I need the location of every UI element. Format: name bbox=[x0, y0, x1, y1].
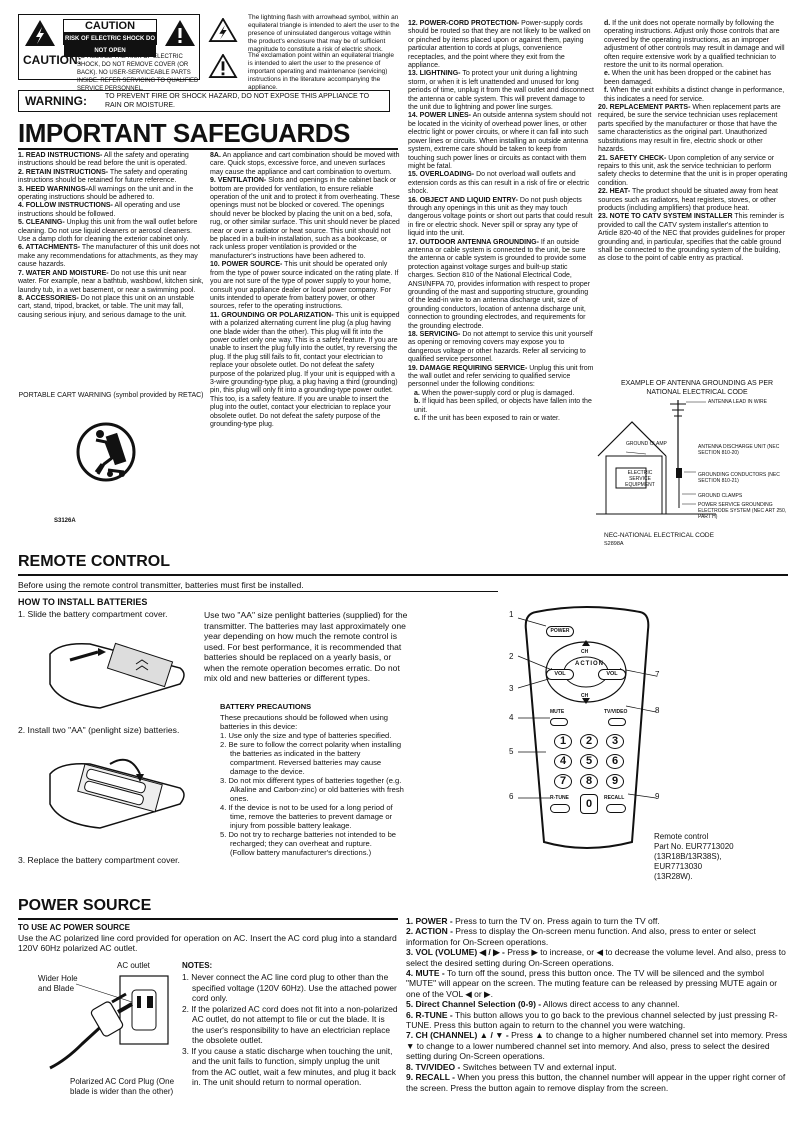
safeguard-item bbox=[598, 87, 788, 104]
battery-cover-illustration bbox=[40, 624, 190, 714]
safeguard-item-heading: 17. OUTDOOR ANTENNA GROUNDING- bbox=[408, 238, 539, 246]
precautions-note: (Follow battery manufacturer's directions.) bbox=[230, 848, 372, 857]
safeguard-item-text: If the unit has been exposed to rain or water. bbox=[419, 415, 560, 423]
precautions-intro: These precautions should be followed when using batteries in this device: bbox=[220, 713, 389, 731]
callout-4: 4 bbox=[509, 713, 514, 722]
digit-button-4[interactable]: 4 bbox=[554, 754, 572, 769]
function-item-heading: 7. CH (CHANNEL) ▲ / ▼ - bbox=[406, 1030, 509, 1041]
function-item-text: Switches between TV and external input. bbox=[460, 1061, 617, 1072]
ac-outlet-label: AC outlet bbox=[117, 961, 150, 970]
safeguards-column-1 bbox=[18, 152, 204, 320]
safeguard-item-text: Upon completion of any service or repairs to this unit, ask the service technician to perform safety checks to determine that the unit is in proper operating condition. bbox=[598, 154, 788, 187]
precaution-item: 1. Use only the size and type of batteries specified. bbox=[220, 731, 392, 740]
callout-9: 9 bbox=[655, 792, 660, 801]
safeguard-item bbox=[598, 188, 788, 213]
vol-up-button[interactable]: VOL bbox=[598, 669, 626, 680]
safeguard-item bbox=[18, 186, 204, 203]
callout-1: 1 bbox=[509, 610, 514, 619]
callout-2: 2 bbox=[509, 652, 514, 661]
remote-functions-list bbox=[406, 916, 790, 1093]
safeguard-item-text: When the power-supply cord or plug is damaged. bbox=[419, 389, 575, 397]
digit-button-3[interactable]: 3 bbox=[606, 734, 624, 749]
safeguard-item-heading: 1. READ INSTRUCTIONS- bbox=[18, 152, 103, 159]
function-item bbox=[406, 926, 790, 947]
ch-down-label: CH bbox=[581, 693, 589, 699]
function-item-heading: 9. RECALL - bbox=[406, 1072, 455, 1083]
function-item-text: Allows direct access to any channel. bbox=[541, 999, 680, 1010]
safeguard-item bbox=[408, 112, 594, 171]
plug-caption: Polarized AC Cord Plug (One blade is wider than the other) bbox=[70, 1077, 175, 1096]
function-item-text: To turn off the sound, press this button once. The TV will be silenced and the symbol "MUTE" will appear on the screen. The muting feature can be released by pressing MUTE again or one of the VOL ◀ or ▶. bbox=[406, 968, 778, 999]
function-item-text: Press ▲ to change to a higher numbered channel set into memory. Press ▼ to change to a lower numbered channel set into memory. And also, press to select the desired setting during On-Screen operations. bbox=[406, 1030, 788, 1062]
safeguard-item-heading: 9. VENTILATION- bbox=[210, 177, 267, 185]
function-item bbox=[406, 968, 790, 999]
wider-hole-label: Wider Hole and Blade bbox=[38, 974, 78, 993]
safeguard-item bbox=[210, 152, 400, 177]
mute-button[interactable] bbox=[550, 718, 568, 726]
function-item bbox=[406, 999, 790, 1009]
ground-clamp-label: GROUND CLAMP bbox=[626, 441, 667, 447]
function-item-heading: 2. ACTION - bbox=[406, 926, 453, 937]
safeguard-item bbox=[18, 219, 204, 244]
safeguards-column-3 bbox=[408, 20, 594, 424]
function-item-heading: 4. MUTE - bbox=[406, 968, 445, 979]
safeguard-item-heading: 8. ACCESSORIES- bbox=[18, 294, 79, 302]
power-text: Use the AC polarized line cord provided for operation on AC. Insert the AC cord plug into a standard 120V 60Hz polarized AC outlet. bbox=[18, 933, 397, 953]
note-item: 2. If the polarized AC cord does not fit into a non-polarized AC outlet, do not attempt to file or cut the blade. It is the user's responsibility to have an electrician replace the obsolete outlet. bbox=[182, 1003, 398, 1045]
safeguard-item bbox=[408, 20, 594, 70]
cart-caption: PORTABLE CART WARNING (symbol provided by RETAC) bbox=[18, 392, 204, 399]
mute-label: MUTE bbox=[550, 709, 565, 715]
function-item-heading: 3. VOL (VOLUME) ◀ / ▶ - bbox=[406, 947, 505, 958]
safeguard-item-text: This unit is equipped with a polarized alternating current line plug (a plug having one blade wider than the other). This plug will fit into the power outlet only one way. This is a safety feature. If you are unable to insert the plug fully into the outlet, try reversing the plug. If the plug still fails to fit, contact your electrician to replace your obsolete outlet. Do not defeat the safety purpose of the polarized plug. If your unit is equipped with a 3-wire grounding-type plug, a plug having a third (grounding) pin, this plug will only fit into a grounding-type power outlet. This too, is a safety feature. If you are unable to insert the plug into the outlet, contact your electrician to replace your obsolete outlet. Do not defeat the safety purpose of the grounding-type plug. bbox=[210, 311, 400, 428]
safeguard-item bbox=[18, 295, 204, 320]
safeguard-item-heading: 22. HEAT- bbox=[598, 188, 631, 196]
function-item bbox=[406, 1030, 790, 1061]
safeguard-item bbox=[598, 213, 788, 263]
electrode-label: POWER SERVICE GROUNDING ELECTRODE SYSTEM (NEC ART 250, PART H) bbox=[698, 502, 787, 520]
safeguard-item-text: An outside antenna system should not be located in the vicinity of overhead power lines, or other electric light or power circuits, or where it can fall into such power lines or circuits. When installing an outside antenna system, extreme care should be taken to keep from touching such power lines or circuits as contact with them might be fatal. bbox=[408, 112, 592, 170]
step-3: 3. Replace the battery compartment cover. bbox=[18, 855, 180, 865]
safeguard-item-heading: 19. DAMAGE REQUIRING SERVICE- bbox=[408, 364, 528, 372]
safeguard-item-heading: 10. POWER SOURCE- bbox=[210, 261, 283, 269]
ground-clamps-label: GROUND CLAMPS bbox=[698, 493, 743, 499]
antenna-lead-label: ANTENNA LEAD IN WIRE bbox=[708, 399, 767, 405]
caution-banner bbox=[63, 19, 157, 54]
safeguard-item-text: Do not overload wall outlets and extension cords as this can result in a risk of fire or electric shock. bbox=[408, 171, 590, 196]
safeguard-item-heading: 13. LIGHTNING- bbox=[408, 70, 461, 78]
function-item-heading: 6. R-TUNE - bbox=[406, 1009, 453, 1020]
function-item-heading: 5. Direct Channel Selection (0-9) - bbox=[406, 999, 542, 1010]
remote-caption bbox=[654, 832, 734, 882]
grounding-conductors-label: GROUNDING CONDUCTORS (NEC SECTION 810-21) bbox=[698, 472, 780, 484]
callout-7: 7 bbox=[655, 670, 660, 679]
safeguard-item bbox=[598, 70, 788, 87]
exclamation-triangle-icon bbox=[163, 18, 197, 48]
precaution-item: 5. Do not try to recharge batteries not intended to be recharged; they can overheat and rupture. bbox=[220, 830, 397, 848]
safeguard-item-heading: 21. SAFETY CHECK- bbox=[598, 154, 667, 162]
antenna-title: EXAMPLE OF ANTENNA GROUNDING AS PER NATIONAL ELECTRICAL CODE bbox=[620, 380, 774, 396]
safeguard-item-heading: 11. GROUNDING OR POLARIZATION- bbox=[210, 311, 334, 319]
remote-title: REMOTE CONTROL bbox=[18, 553, 170, 570]
function-item bbox=[406, 1072, 790, 1093]
note-item: 3. If you cause a static discharge when touching the unit, and the unit fails to function, simply unplug the unit from the AC outlet, wait a few minutes, and plug it back in. The unit should return to normal operation. bbox=[182, 1045, 396, 1087]
caution-label: CAUTION: bbox=[23, 53, 82, 67]
step-2: 2. Install two "AA" (penlight size) batteries. bbox=[18, 725, 180, 735]
title-rule bbox=[18, 148, 398, 150]
safeguard-item-heading: e. bbox=[604, 70, 610, 78]
discharge-unit-label: ANTENNA DISCHARGE UNIT (NEC SECTION 810-20) bbox=[698, 444, 780, 456]
safeguard-item-heading: 12. POWER-CORD PROTECTION- bbox=[408, 20, 520, 27]
safeguard-item-heading: d. bbox=[604, 20, 611, 27]
lightning-triangle-icon bbox=[23, 18, 57, 48]
digit-button-0[interactable]: 0 bbox=[580, 794, 598, 814]
safeguard-item-text: This unit should be operated only from the type of power source indicated on the rating plate. If you are not sure of the type of power supply to your home, consult your appliance dealer or local power company. For units intended to operate from battery power, or other sources, refer to the operating instructions. bbox=[210, 261, 399, 311]
warning-label: WARNING: bbox=[25, 94, 87, 108]
safeguard-item-heading: 14. POWER LINES- bbox=[408, 112, 472, 120]
lightning-explanation-text: The lightning flash with arrowhead symbol, within an equilateral triangle is intended to alert the user to the presence of uninsulated dangerous voltage within the product's enclosure that may be of sufficient magnitude to constitute a risk of electric shock. bbox=[248, 14, 400, 53]
antenna-grounding-diagram bbox=[596, 398, 786, 518]
safeguards-title: IMPORTANT SAFEGUARDS bbox=[18, 118, 350, 148]
caution-subtitle: RISK OF ELECTRIC SHOCK DO NOT OPEN bbox=[64, 33, 156, 57]
safeguard-item-heading: 8A. bbox=[210, 152, 221, 159]
safeguards-column-2 bbox=[210, 152, 400, 429]
tvvideo-button[interactable] bbox=[608, 718, 626, 726]
safeguard-item-heading: 6. ATTACHMENTS- bbox=[18, 244, 81, 252]
digit-button-8[interactable]: 8 bbox=[580, 774, 598, 789]
cart-code: S3126A bbox=[54, 518, 76, 524]
safeguard-item bbox=[408, 239, 594, 331]
warning-box bbox=[18, 90, 390, 112]
callout-8: 8 bbox=[655, 706, 660, 715]
antenna-code: S2898A bbox=[604, 541, 624, 547]
safeguard-item-heading: 16. OBJECT AND LIQUID ENTRY- bbox=[408, 196, 518, 204]
power-title: POWER SOURCE bbox=[18, 897, 152, 914]
notes-list bbox=[182, 972, 398, 1088]
safeguard-item-text: If an outside antenna or cable system is connected to the unit, be sure the antenna or cable system is grounded to provide some protection against voltage surges and built-up static charges. Section 810 of the National Electrical Code, ANSI/NFPA 70, provides information with respect to proper grounding of the mast and supporting structure, grounding of the lead-in wire to an antenna discharge unit, size of grounding conductors, location of antenna discharge unit, connection to grounding electrodes, and requirements for the grounding electrode. bbox=[408, 238, 590, 330]
safeguard-item-heading: 2. RETAIN INSTRUCTIONS- bbox=[18, 168, 109, 176]
safeguard-item bbox=[598, 20, 788, 70]
safeguard-item bbox=[408, 70, 594, 112]
digit-button-5[interactable]: 5 bbox=[580, 754, 598, 769]
safeguard-item-heading: 15. OVERLOADING- bbox=[408, 171, 475, 179]
safeguard-item bbox=[210, 312, 400, 430]
safeguard-item-text: All the safety and operating instructions should be read before the unit is operated. bbox=[18, 152, 189, 168]
safeguard-item-text: The safety and operating instructions should be retained for future reference. bbox=[18, 168, 188, 185]
safeguard-item-text: Do not attempt to service this unit yourself as opening or removing covers may expose you to dangerous voltage or other hazards. Refer all servicing to qualified service personnel. bbox=[408, 331, 593, 364]
digit-button-9[interactable]: 9 bbox=[606, 774, 624, 789]
safeguard-item bbox=[18, 152, 204, 169]
digit-button-1[interactable]: 1 bbox=[554, 734, 572, 749]
digit-button-7[interactable]: 7 bbox=[554, 774, 572, 789]
recall-label: RECALL bbox=[604, 795, 625, 801]
safeguard-item-text: When replacement parts are required, be sure the service technician uses replacement parts specified by the manufacturer or those that have the same characteristics as the original part. Unauthorized substitutions may result in fire, electric shock or other hazards. bbox=[598, 104, 781, 154]
remote-caption-line: Remote control bbox=[654, 832, 709, 841]
function-item-heading: 8. TV/VIDEO - bbox=[406, 1061, 461, 1072]
tvvideo-label: TV/VIDEO bbox=[604, 709, 628, 715]
safeguard-item bbox=[210, 177, 400, 261]
function-item bbox=[406, 1062, 790, 1072]
safeguard-item-text: Unplug this unit from the wall outlet before cleaning. Do not use liquid cleaners or aerosol cleaners. Use a damp cloth for cleaning the exterior cabinet only. bbox=[18, 219, 198, 244]
safeguard-item-heading: c. bbox=[414, 415, 420, 423]
recall-button[interactable] bbox=[606, 804, 626, 813]
safeguard-item bbox=[598, 104, 788, 154]
function-item bbox=[406, 947, 790, 968]
function-item bbox=[406, 916, 790, 926]
callout-6: 6 bbox=[509, 792, 514, 801]
battery-insert-illustration bbox=[40, 744, 190, 834]
safeguard-item bbox=[408, 171, 594, 196]
safeguards-column-4 bbox=[598, 20, 788, 264]
safeguard-item-text: Slots and openings in the cabinet back or bottom are provided for ventilation, to ensure reliable operation of the unit and to protect it from overheating. These openings must not be blocked or covered. The openings should never be blocked by placing the unit on a bed, sofa, rug, or other similar surface. This unit should never be placed near or over a radiator or heat source. This unit should not be placed in a built-in installation, such as a bookcase, or rack unless proper ventilation is provided or the manufacturer's instructions have been adhered to. bbox=[210, 177, 400, 260]
safeguard-item-heading: 5. CLEANING- bbox=[18, 219, 65, 227]
safeguard-item-heading: f. bbox=[604, 87, 609, 95]
cart-warning-icon bbox=[76, 412, 136, 512]
safeguard-item-heading: a. bbox=[414, 389, 420, 397]
safeguard-item bbox=[18, 270, 204, 295]
safeguard-item bbox=[408, 415, 594, 423]
exclamation-explanation-text: The exclamation point within an equilateral triangle is intended to alert the user to the presence of important operating and maintenance (servicing) instructions in the literature accompanying the appliance. bbox=[248, 52, 394, 91]
safeguard-item-heading: 23. NOTE TO CATV SYSTEM INSTALLER bbox=[598, 213, 733, 221]
precautions-list bbox=[220, 731, 405, 857]
safeguard-item bbox=[18, 169, 204, 186]
power-rule bbox=[18, 918, 398, 920]
safeguard-item-text: To protect your unit during a lightning storm, or when it is left unattended and unused for long periods of time, unplug it from the wall outlet and disconnect the antenna or cable system. This will prevent damage to the unit due to lightning and power line surges. bbox=[408, 70, 594, 112]
callout-3: 3 bbox=[509, 684, 514, 693]
safeguard-item bbox=[408, 398, 594, 415]
battery-info-text: Use two "AA" size penlight batteries (supplied) for the transmitter. The batteries may last approximately one year depending on how much the remote control is used. For best performance, it is recommended that batteries should be replaced on a yearly basis, or when the remote operation becomes erratic. Do not mix old and new batteries or different types. bbox=[204, 610, 408, 683]
digit-button-6[interactable]: 6 bbox=[606, 754, 624, 769]
caution-text: TO REDUCE THE RISK OF ELECTRIC SHOCK, DO NOT REMOVE COVER (OR BACK). NO USER-SERVICEABLE PARTS INSIDE. REFER SERVICING TO QUALIFIED SERVICE PERSONNEL. bbox=[77, 54, 199, 92]
safeguard-item-text: Do not use this unit near water. For example, near a bathtub, washbowl, kitchen sink, laundry tub, in a wet basement, or near a swimming pool. bbox=[18, 269, 204, 294]
precautions-title: BATTERY PRECAUTIONS bbox=[220, 702, 312, 711]
safeguard-item-text: All operating and use instructions should be followed. bbox=[18, 202, 181, 218]
notes-title: NOTES: bbox=[182, 961, 213, 970]
safeguard-item-text: The product should be situated away from heat sources such as radiators, heat registers, stoves, or other products (including amplifiers) that produce heat. bbox=[598, 188, 778, 212]
function-item-text: This button allows you to go back to the previous channel selected by just pressing R-TUNE. Press this button again to return to the channel you were watching. bbox=[406, 1009, 778, 1031]
function-item-heading: 1. POWER - bbox=[406, 916, 453, 926]
exclamation-explanation bbox=[208, 52, 398, 92]
function-item bbox=[406, 1010, 790, 1031]
vol-down-button[interactable]: VOL bbox=[546, 669, 574, 680]
ch-up-label: CH bbox=[581, 649, 589, 655]
callout-5: 5 bbox=[509, 747, 514, 756]
function-item-text: Press to turn the TV on. Press again to turn the TV off. bbox=[452, 916, 660, 926]
safeguard-item-text: Power-supply cords should be routed so that they are not likely to be walked on or pinched by items placed upon or against them, paying particular attention to cords at plugs, convenience receptacles, and the point where they exit from the appliance. bbox=[408, 20, 591, 70]
rtune-button[interactable] bbox=[550, 804, 570, 813]
lightning-explanation bbox=[208, 14, 398, 54]
action-button[interactable]: ACTION bbox=[575, 661, 604, 667]
precaution-item: 4. If the device is not to be used for a long period of time, remove the batteries to prevent damage or injury from possible battery leakage. bbox=[220, 803, 393, 830]
safeguard-item-text: An appliance and cart combination should be moved with care. Quick stops, excessive force, and uneven surfaces may cause the appliance and cart combination to overturn. bbox=[210, 152, 400, 176]
step-1: 1. Slide the battery compartment cover. bbox=[18, 609, 168, 619]
function-item-text: Press ▶ to increase, or ◀ to decrease the volume level. And also, press to select the desired setting during On-Screen operations. bbox=[406, 947, 786, 968]
ac-plug-illustration bbox=[36, 972, 176, 1082]
note-item: 1. Never connect the AC line cord plug to other than the specified voltage (120V 60Hz). Use the attached power cord only. bbox=[182, 972, 397, 1003]
rtune-label: R-TUNE bbox=[550, 795, 569, 801]
safeguard-item-heading: 4. FOLLOW INSTRUCTIONS- bbox=[18, 202, 113, 210]
safeguard-item bbox=[18, 244, 204, 269]
remote-caption-line: Part No. EUR7713020 bbox=[654, 842, 734, 851]
power-button[interactable]: POWER bbox=[546, 626, 574, 637]
safeguard-item-text: When the unit exhibits a distinct change in performance, this indicates a need for service. bbox=[604, 87, 785, 103]
precaution-item: 3. Do not mix different types of batteries together (e.g. Alkaline and Carbon-zinc) or old batteries with fresh ones. bbox=[220, 776, 404, 803]
service-equipment-label: ELECTRIC SERVICE EQUIPMENT bbox=[625, 470, 655, 488]
safeguard-item-text: Do not place this unit on an unstable cart, stand, tripod, bracket, or table. The unit may fall, causing serious injury, and serious damage to the unit. bbox=[18, 294, 195, 319]
remote-caption-line: (13R28W). bbox=[654, 872, 693, 881]
remote-sub-rule bbox=[18, 591, 498, 592]
safeguard-item-text: Do not push objects through any openings in this unit as they may touch dangerous voltage points or short out parts that could result in fire or electric shock. Never spill or spray any type of liquid into the unit. bbox=[408, 196, 593, 238]
remote-caption-line: (13R18B/13R38S), bbox=[654, 852, 722, 861]
safeguard-item-heading: 20. REPLACEMENT PARTS- bbox=[598, 104, 691, 112]
safeguard-item bbox=[408, 365, 594, 390]
safeguard-item-heading: 18. SERVICING- bbox=[408, 331, 461, 339]
safeguard-item bbox=[408, 331, 594, 365]
safeguard-item bbox=[18, 202, 204, 219]
remote-rule bbox=[18, 574, 788, 576]
safeguard-item-text: All warnings on the unit and in the operating instructions should be adhered to. bbox=[18, 185, 194, 202]
install-title: HOW TO INSTALL BATTERIES bbox=[18, 597, 148, 607]
power-subtitle: TO USE AC POWER SOURCE bbox=[18, 923, 131, 932]
safeguard-item bbox=[598, 155, 788, 189]
warning-text: TO PREVENT FIRE OR SHOCK HAZARD, DO NOT EXPOSE THIS APPLIANCE TO RAIN OR MOISTURE. bbox=[105, 93, 370, 109]
safeguard-item bbox=[408, 197, 594, 239]
safeguard-item-text: The manufacturer of this unit does not make any recommendations for attachments, as they may cause hazards. bbox=[18, 244, 200, 269]
safeguard-item-text: If liquid has been spilled, or objects have fallen into the unit. bbox=[414, 398, 592, 414]
nec-label: NEC-NATIONAL ELECTRICAL CODE bbox=[604, 532, 714, 539]
safeguard-item-heading: 7. WATER AND MOISTURE- bbox=[18, 269, 109, 277]
safeguard-item-text: This reminder is provided to call the CATV system installer's attention to Article 820-40 of the NEC that provides guidelines for proper grounding and, in particular, specifies that the cable ground shall be connected to the grounding system of the building, as close to the point of cable entry as practical. bbox=[598, 213, 786, 263]
remote-intro: Before using the remote control transmitter, batteries must first be installed. bbox=[18, 580, 304, 590]
exclamation-icon bbox=[208, 54, 238, 78]
function-item-text: When you press this button, the channel number will appear in the upper right corner of the screen. Press the button again to remove display from the screen. bbox=[406, 1072, 786, 1093]
digit-button-2[interactable]: 2 bbox=[580, 734, 598, 749]
safeguard-item bbox=[408, 390, 594, 398]
safeguard-item-text: When the unit has been dropped or the cabinet has been damaged. bbox=[604, 70, 771, 86]
precaution-item: 2. Be sure to follow the correct polarity when installing the batteries as indicated in the battery compartment. Reversed batteries may cause damage to the device. bbox=[220, 740, 402, 776]
safeguard-item bbox=[210, 261, 400, 311]
safeguard-item-heading: 3. HEED WARNINGS- bbox=[18, 185, 89, 193]
safeguard-item-text: Unplug this unit from the wall outlet and refer servicing to qualified service personnel under the following conditions: bbox=[408, 364, 594, 389]
remote-caption-line: EUR7713030 bbox=[654, 862, 703, 871]
caution-title: CAUTION bbox=[64, 20, 156, 33]
safeguard-item-text: If the unit does not operate normally by following the operating instructions. Adjust only those controls that are covered by the operating instructions, as an improper adjustment of other controls may result in damage and will often require extensive work by a qualified technician to restore the unit to its normal operation. bbox=[604, 20, 785, 70]
caution-box bbox=[18, 14, 200, 92]
function-item-text: Press to display the On-screen menu function. And also, press to enter or select information for On-Screen operations. bbox=[406, 926, 756, 947]
safeguard-item-heading: b. bbox=[414, 398, 421, 406]
lightning-icon bbox=[208, 18, 238, 42]
